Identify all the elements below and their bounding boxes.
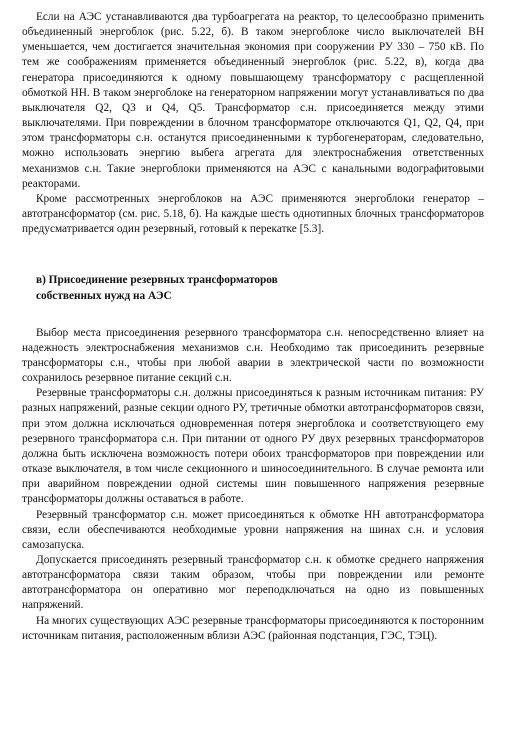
section-heading-line-2: собственных нужд на АЭС	[36, 289, 172, 302]
section-heading	[22, 273, 484, 303]
paragraph-lv-winding: Резервный трансформатор с.н. может присоединяться к обмотке НН автотрансформатора связи, если обеспечиваются необходимые уровни напряжения на шинах с.н. и условия самозапуска.	[22, 508, 484, 551]
section-heading-line-1: в) Присоединение резервных трансформаторов	[36, 274, 278, 287]
paragraph-connection-choice: Выбор места присоединения резервного трансформатора с.н. непосредственно влияет на надежность электроснабжения механизмов с.н. Необходимо так присоединить резервные трансформаторы с.н., чтобы при любой аварии в электрической части по возможности сохранилось резервное питание секций с.н.	[22, 326, 484, 385]
paragraph-external-sources: На многих существующих АЭС резервные трансформаторы присоединяются к посторонним источникам питания, расположенным вблизи АЭС (районная подстанция, ГЭС, ТЭЦ).	[22, 614, 484, 642]
paragraph-combined-power-unit: Если на АЭС устанавливаются два турбоагрегата на реактор, то целесообразно применить объединенный энергоблок (рис. 5.22, б). В таком энергоблоке число выключателей ВН уменьшается, чем достигается значительная экономия при сооружении РУ 330 – 750 кВ. По тем же соображениям применяется объединенный энергоблок (рис. 5.22, в), когда два генератора присоединяются к одному повышающему трансформатору с расщепленной обмоткой НН. В таком энергоблоке на генераторном напряжении могут устанавливаться по два выключателя Q2, Q3 и Q4, Q5. Трансформатор с.н. присоединяется между этими выключателями. При повреждении в блочном трансформаторе отключаются Q1, Q2, Q4, при этом трансформаторы с.н. останутся присоединенными к турбогенераторам, следовательно, можно использовать энергию выбега агрегата для электроснабжения ответственных механизмов с.н. Такие энергоблоки применяются на АЭС с канальными водографитовыми реакторами.	[22, 11, 484, 190]
paragraph-power-sources: Резервные трансформаторы с.н. должны присоединяться к разным источникам питания: РУ разных напряжений, разные секции одного РУ, третичные обмотки автотрансформаторов связи, при этом должна исключаться одновременная потеря энергоблока и соответствующего ему резервного трансформатора с.н. При питании от одного РУ двух резервных трансформаторов должна быть исключена возможность потери обоих трансформаторов при повреждении или отказе выключателя, в том числе секционного и шиносоединительного. В случае ремонта или при аварийном повреждении одной системы шин повышенного напряжения резервные трансформаторы должны оставаться в работе.	[22, 387, 484, 506]
paragraph-mv-winding: Допускается присоединять резервный трансформатор с.н. к обмотке среднего напряжения автотрансформатора связи таким образом, чтобы при повреждении или ремонте автотрансформатора он оперативно мог переподключаться на одно из повышенных напряжений.	[22, 554, 484, 612]
paragraph-generator-autotransformer: Кроме рассмотренных энергоблоков на АЭС применяются энергоблоки генератор – автотрансформатор (см. рис. 5.18, б). На каждые шесть однотипных блочных трансформаторов предусматривается один резервный, готовый к перекатке [5.3].	[22, 192, 484, 236]
